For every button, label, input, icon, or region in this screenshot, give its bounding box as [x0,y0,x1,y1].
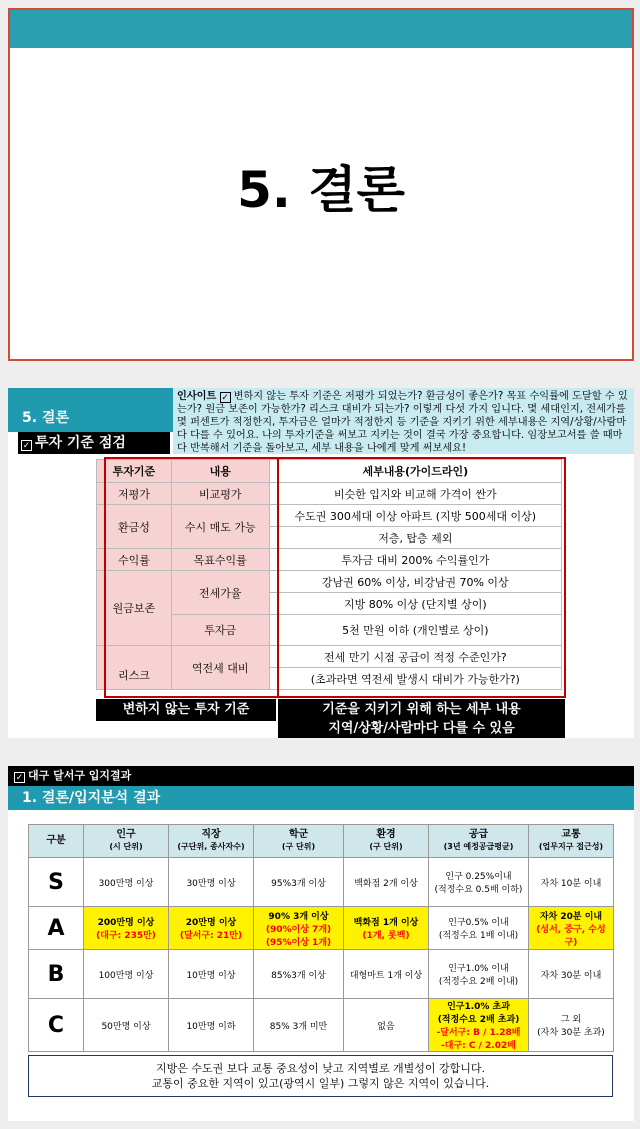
header-supply: 공급 (3년 예정공급평균) [429,825,529,858]
detail-cell: 전세 만기 시점 공급이 적정 수준인가? [269,646,561,668]
school-cell: 95%3개 이상 [254,858,344,907]
table-row-a [29,907,614,950]
insight-box [173,388,634,454]
grade-table [28,824,614,1052]
supply-cell: 인구 0.25%이내 (적정수요 0.5배 이하) [429,858,529,907]
table-row-s [29,858,614,907]
criterion-cell: 환금성 [97,505,172,549]
grade-cell: C [29,999,84,1052]
investment-criteria-slide [8,388,634,738]
grade-cell: S [29,858,84,907]
grade-table-header [29,825,614,858]
insight-label: 인사이트 [177,391,217,402]
criterion-cell: 저평가 [97,483,172,505]
caption-unchanging-criteria: 변하지 않는 투자 기준 [96,699,276,721]
supply-cell: 인구1.0% 초과 (적정수요 2배 초과) -달서구: B / 1.28배 -대구: C / 2.02배 [429,999,529,1052]
table-row [97,571,562,593]
detail-cell: 저층, 탑층 제외 [269,527,561,549]
checkbox-icon: ✓ [22,441,31,451]
header-grade: 구분 [29,825,84,858]
criterion-cell: 리스크 [97,646,172,690]
supply-cell: 인구1.0% 이내 (적정수요 2배 이내) [429,950,529,999]
grade-cell: B [29,950,84,999]
slide-tag [8,766,634,786]
transit-cell: 자차 30분 이내 [529,950,614,999]
title-slide [8,8,634,361]
checkbox-icon: ✓ [15,773,24,783]
header-environment: 환경 (구 단위) [344,825,429,858]
table-row-b [29,950,614,999]
population-cell: 200만명 이상 (대구: 235만) [84,907,169,950]
jobs-cell: 10만명 이하 [169,999,254,1052]
header-transit: 교통 (업무지구 접근성) [529,825,614,858]
slide-tag-text: 대구 달서구 입지결과 [28,769,132,782]
detail-cell: 지방 80% 이상 (단지별 상이) [269,593,561,615]
content-cell: 역전세 대비 [171,646,269,690]
header-school: 학군 (구 단위) [254,825,344,858]
detail-cell: 비슷한 입지와 비교해 가격이 싼가 [269,483,561,505]
transit-cell: 그 외 (자차 30분 초과) [529,999,614,1052]
conclusion-line-1: 지방은 수도권 보다 교통 중요성이 낮고 지역별로 개별성이 강합니다. [156,1062,485,1075]
title-slide-heading: 5. 결론 [237,161,405,219]
population-cell: 300만명 이상 [84,858,169,907]
criteria-table [96,459,562,690]
table-header-row [97,460,562,483]
detail-cell: (초과라면 역전세 발생시 대비가 가능한가?) [269,668,561,690]
table-row-c [29,999,614,1052]
jobs-cell: 30만명 이상 [169,858,254,907]
checkbox-icon: ✓ [221,393,229,403]
caption-detail [278,699,565,738]
header-criterion: 투자기준 [97,460,172,483]
caption-detail-line-1: 기준을 지키기 위해 하는 세부 내용 [322,702,521,717]
population-cell: 100만명 이상 [84,950,169,999]
environment-cell: 대형마트 1개 이상 [344,950,429,999]
location-analysis-slide [8,766,634,1121]
conclusion-box [28,1055,613,1097]
header-detail: 세부내용(가이드라인) [269,460,561,483]
detail-cell: 수도권 300세대 이상 아파트 (지방 500세대 이상) [269,505,561,527]
subtitle-bar: 1. 결론/입지분석 결과 [8,786,634,810]
transit-cell: 자차 20분 이내 (성서, 중구, 수성구) [529,907,614,950]
table-row [97,505,562,527]
school-cell: 85%3개 이상 [254,950,344,999]
environment-cell: 백화점 2개 이상 [344,858,429,907]
jobs-cell: 10만명 이상 [169,950,254,999]
supply-cell: 인구0.5% 이내 (적정수요 1배 이내) [429,907,529,950]
content-cell: 수시 매도 가능 [171,505,269,549]
content-cell: 목표수익률 [171,549,269,571]
jobs-cell: 20만명 이상 (달서구: 21만) [169,907,254,950]
conclusion-line-2: 교통이 중요한 지역이 있고(광역시 일부) 그렇지 않은 지역이 있습니다. [151,1077,490,1090]
section-title: 5. 결론 [22,410,69,426]
table-row [97,646,562,668]
criterion-cell: 원금보존 [97,571,172,646]
title-slide-top-bar [10,10,632,48]
detail-cell: 5천 만원 이하 (개인별로 상이) [269,615,561,646]
content-cell: 전세가율 [171,571,269,615]
criteria-label [18,432,170,454]
header-population: 인구 (시 단위) [84,825,169,858]
grade-cell: A [29,907,84,950]
detail-cell: 강남권 60% 이상, 비강남권 70% 이상 [269,571,561,593]
table-row [97,549,562,571]
table-row [97,483,562,505]
school-cell: 85% 3개 미만 [254,999,344,1052]
population-cell: 50만명 이상 [84,999,169,1052]
school-cell: 90% 3개 이상 (90%이상 7개) (95%이상 1개) [254,907,344,950]
insight-text: 변하지 않는 투자 기준은 저평가 되었는가? 환금성이 좋은가? 목표 수익률에 도달할 수 있는가? 원금 보존이 가능한가? 리스크 대비가 되는가? 이렇게 다섯 가지 입니다. 몇 세대인지, 전세가를 몇 퍼센트가 적정한지, 투자금은 얼마가 적정한지 등 기준을 지키기 위한 세부내용은 지역/상황/사람마다 다를 수 있어요. 나의 투자기준을 써보고 지키는 것이 결국 가장 중요합니다. 임장보고서를 쓸 때마다 반복해서 기준을 돌아보고, 세부 내용을 나에게 맞게 써보세요! [177,391,628,454]
environment-cell: 백화점 1개 이상 (1개, 롯백) [344,907,429,950]
detail-cell: 투자금 대비 200% 수익률인가 [269,549,561,571]
content-cell: 비교평가 [171,483,269,505]
content-cell: 투자금 [171,615,269,646]
header-content: 내용 [171,460,269,483]
environment-cell: 없음 [344,999,429,1052]
header-jobs: 직장 (구단위, 종사자수) [169,825,254,858]
transit-cell: 자차 10분 이내 [529,858,614,907]
criterion-cell: 수익률 [97,549,172,571]
criteria-label-text: 투자 기준 점검 [35,435,126,451]
caption-detail-line-2: 지역/상황/사람마다 다를 수 있음 [328,721,515,736]
